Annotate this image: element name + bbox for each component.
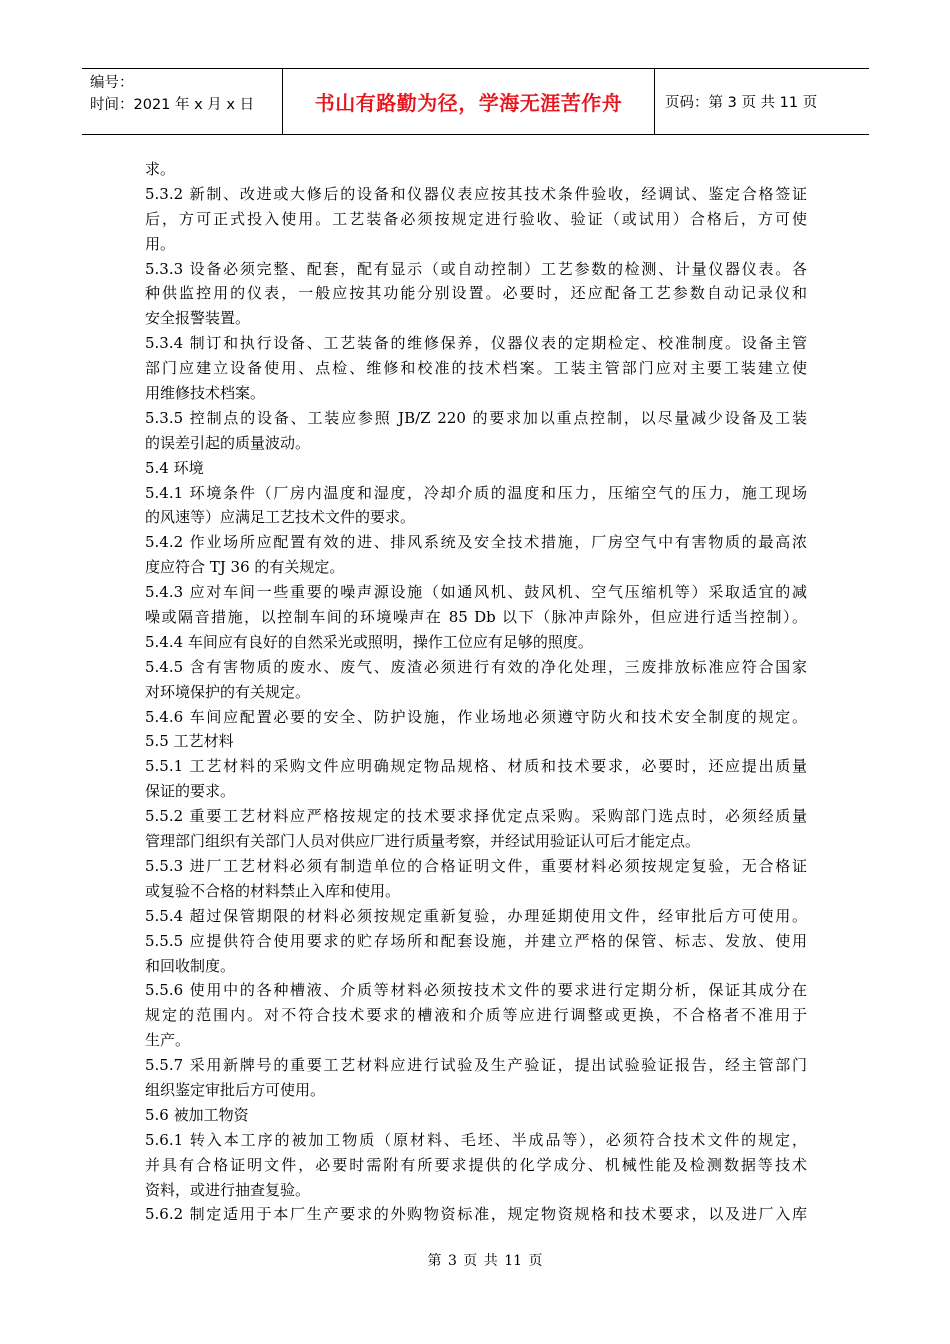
text-line: 5.4.2 作业场所应配置有效的进、排风系统及安全技术措施，厂房空气中有害物质的最高浓 xyxy=(145,533,807,552)
text-line: 和回收制度。 xyxy=(145,956,236,975)
text-line: 5.5.5 应提供符合使用要求的贮存场所和配套设施，并建立严格的保管、标志、发放、使用 xyxy=(145,931,807,950)
text-line: 度应符合 TJ 36 的有关规定。 xyxy=(145,558,345,577)
text-line: 保证的要求。 xyxy=(145,782,236,801)
text-line: 管理部门组织有关部门人员对供应厂进行质量考察，并经试用验证认可后才能定点。 xyxy=(145,832,701,851)
text-line: 对环境保护的有关规定。 xyxy=(145,682,311,701)
text-line: 5.3.5 控制点的设备、工装应参照 JB/Z 220 的要求加以重点控制，以尽量减少设备及工装 xyxy=(145,408,807,427)
text-line: 求。 xyxy=(145,160,176,178)
text-line: 噪或隔音措施，以控制车间的环境噪声在 85 Db 以下（脉冲声除外，但应进行适当控制）。 xyxy=(145,608,807,627)
text-line: 安全报警装置。 xyxy=(145,309,251,328)
page-footer: 第 3 页 共 11 页 xyxy=(427,1253,543,1269)
text-line: 生产。 xyxy=(145,1031,191,1050)
text-line: 部门应建立设备使用、点检、维修和校准的技术档案。工装主管部门应对主要工装建立使 xyxy=(145,359,807,378)
text-line: 资料，或进行抽查复验。 xyxy=(145,1180,311,1199)
text-line: 并具有合格证明文件，必要时需附有所要求提供的化学成分、机械性能及检测数据等技术 xyxy=(145,1155,807,1174)
text-line: 5.3.2 新制、改进或大修后的设备和仪器仪表应按其技术条件验收，经调试、鉴定合格签证 xyxy=(145,184,807,203)
text-line: 5.5.4 超过保管期限的材料必须按规定重新复验，办理延期使用文件，经审批后方可使用。 xyxy=(145,906,807,925)
document-date: 时间：2021 年 x 月 x 日 xyxy=(90,97,255,113)
motto-text: 书山有路勤为径，学海无涯苦作舟 xyxy=(314,91,623,115)
text-line: 5.5.7 采用新牌号的重要工艺材料应进行试验及生产验证，提出试验验证报告，经主管部门 xyxy=(145,1056,807,1075)
text-line: 组织鉴定审批后方可使用。 xyxy=(145,1080,326,1099)
text-line: 5.6 被加工物资 xyxy=(145,1105,249,1124)
page-number-info: 页码：第 3 页 共 11 页 xyxy=(665,95,818,111)
text-line: 的误差引起的质量波动。 xyxy=(145,433,311,452)
text-line: 5.6.1 转入本工序的被加工物质（原材料、毛坯、半成品等），必须符合技术文件的规定， xyxy=(145,1130,807,1149)
text-line: 5.5.3 进厂工艺材料必须有制造单位的合格证明文件，重要材料必须按规定复验，无合格证 xyxy=(145,856,807,875)
text-line: 5.5.6 使用中的各种槽液、介质等材料必须按技术文件的要求进行定期分析，保证其成分在 xyxy=(145,981,807,1000)
document-number-label: 编号： xyxy=(90,75,134,91)
text-line: 规定的范围内。对不符合技术要求的槽液和介质等应进行调整或更换，不合格者不准用于 xyxy=(145,1006,807,1025)
text-line: 后，方可正式投入使用。工艺装备必须按规定进行验收、验证（或试用）合格后，方可使 xyxy=(145,209,807,228)
text-line: 的风速等）应满足工艺技术文件的要求。 xyxy=(145,508,416,527)
text-line: 5.4.6 车间应配置必要的安全、防护设施，作业场地必须遵守防火和技术安全制度的规定。 xyxy=(145,707,807,726)
text-line: 5.5.1 工艺材料的采购文件应明确规定物品规格、材质和技术要求，必要时，还应提出质量 xyxy=(145,757,807,776)
text-line: 5.4.1 环境条件（厂房内温度和湿度，冷却介质的温度和压力，压缩空气的压力，施工现场 xyxy=(145,483,807,502)
header-motto-cell xyxy=(282,69,655,134)
text-line: 5.3.4 制订和执行设备、工艺装备的维修保养，仪器仪表的定期检定、校准制度。设备主管 xyxy=(145,334,807,353)
page-header xyxy=(82,68,869,135)
header-page-info xyxy=(655,69,869,134)
text-line: 种供监控用的仪表，一般应按其功能分别设置。必要时，还应配备工艺参数自动记录仪和 xyxy=(145,284,807,303)
text-line: 5.5 工艺材料 xyxy=(145,732,234,751)
text-line: 5.6.2 制定适用于本厂生产要求的外购物资标准，规定物资规格和技术要求，以及进厂入库 xyxy=(145,1205,807,1224)
text-line: 5.3.3 设备必须完整、配套，配有显示（或自动控制）工艺参数的检测、计量仪器仪表。各 xyxy=(145,259,807,278)
text-line: 或复验不合格的材料禁止入库和使用。 xyxy=(145,881,401,900)
text-line: 5.4.5 含有害物质的废水、废气、废渣必须进行有效的净化处理，三废排放标准应符合国家 xyxy=(145,657,807,676)
text-line: 用。 xyxy=(145,234,176,253)
text-line: 5.4 环境 xyxy=(145,458,204,477)
text-line: 5.5.2 重要工艺材料应严格按规定的技术要求择优定点采购。采购部门选点时，必须经质量 xyxy=(145,807,807,826)
text-line: 5.4.4 车间应有良好的自然采光或照明，操作工位应有足够的照度。 xyxy=(145,632,593,651)
text-line: 5.4.3 应对车间一些重要的噪声源设施（如通风机、鼓风机、空气压缩机等）采取适宜的减 xyxy=(145,583,807,602)
text-line: 用维修技术档案。 xyxy=(145,384,266,403)
header-meta xyxy=(82,69,282,134)
document-body xyxy=(145,157,807,1227)
